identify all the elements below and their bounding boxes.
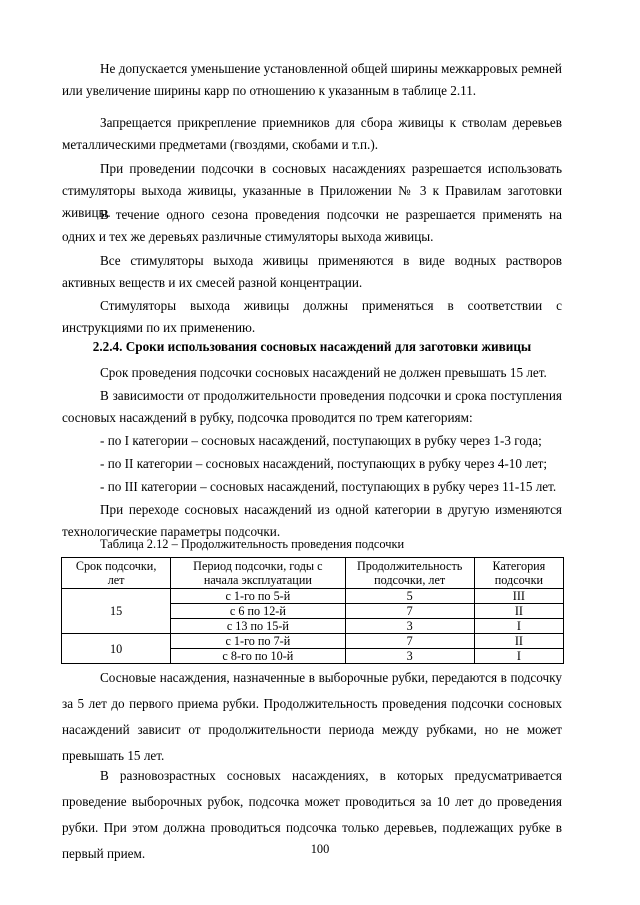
paragraph: В течение одного сезона проведения подсочки не разрешается применять на одних и тех же деревьях различные стимуляторы выхода живицы. <box>62 207 562 244</box>
paragraph: В разновозрастных сосновых насаждениях, в которых предусматривается проведение выборочных рубок, подсочка может проводиться за 10 лет до проведения рубки. При этом должна проводиться подсочка только деревьев, подлежащих рубке в первый прием. <box>62 768 562 861</box>
list-item: - по II категории – сосновых насаждений, поступающих в рубку через 4-10 лет; <box>100 456 548 471</box>
duration-cell: 7 <box>345 634 474 649</box>
duration-cell: 3 <box>345 649 474 664</box>
paragraph: В зависимости от продолжительности проведения подсочки и срока поступления сосновых насаждений в рубку, подсочка проводится по трем категориям: <box>62 388 562 425</box>
category-cell: III <box>474 589 563 604</box>
paragraph: Запрещается прикрепление приемников для сбора живицы к стволам деревьев металлическими предметами (гвоздями, скобами и т.п.). <box>62 115 562 152</box>
duration-cell: 7 <box>345 604 474 619</box>
column-header-period: Период подсочки, годы с начала эксплуатации <box>171 558 345 589</box>
list-item: - по III категории – сосновых насаждений, поступающих в рубку через 11-15 лет. <box>100 479 557 494</box>
list-item: - по I категории – сосновых насаждений, поступающих в рубку через 1-3 года; <box>100 433 542 448</box>
paragraph: При переходе сосновых насаждений из одной категории в другую изменяются технологические параметры подсочки. <box>62 502 562 539</box>
category-cell: I <box>474 649 563 664</box>
term-cell: 10 <box>62 634 171 664</box>
table-row <box>62 634 564 649</box>
paragraph: Все стимуляторы выхода живицы применяются в виде водных растворов активных веществ и их смесей разной концентрации. <box>62 253 562 290</box>
period-cell: с 8-го по 10-й <box>171 649 345 664</box>
paragraph: Срок проведения подсочки сосновых насаждений не должен превышать 15 лет. <box>100 365 547 380</box>
category-cell: II <box>474 604 563 619</box>
column-header-duration: Продолжительность подсочки, лет <box>345 558 474 589</box>
table-caption: Таблица 2.12 – Продолжительность проведения подсочки <box>100 537 405 551</box>
duration-cell: 3 <box>345 619 474 634</box>
term-cell: 15 <box>62 589 171 634</box>
period-cell: с 1-го по 5-й <box>171 589 345 604</box>
category-cell: II <box>474 634 563 649</box>
paragraph: Стимуляторы выхода живицы должны применяться в соответствии с инструкциями по их применению. <box>62 298 562 335</box>
paragraph: При проведении подсочки в сосновых насаждениях разрешается использовать стимуляторы выхода живицы, указанные в Приложении № 3 к Правилам заготовки живицы. <box>62 161 562 220</box>
period-cell: с 13 по 15-й <box>171 619 345 634</box>
category-cell: I <box>474 619 563 634</box>
paragraph: Не допускается уменьшение установленной общей ширины межкарровых ремней или увеличение ширины карр по отношению к указанным в таблице 2.11. <box>62 61 562 98</box>
paragraph: Сосновые насаждения, назначенные в выборочные рубки, передаются в подсочку за 5 лет до первого приема рубки. Продолжительность проведения подсочки сосновых насаждений зависит от продолжительности периода между рубками, но не может превышать 15 лет. <box>62 670 562 763</box>
page-number: 100 <box>310 842 330 856</box>
duration-table <box>61 557 564 664</box>
table-header-row <box>62 558 564 589</box>
column-header-category: Категория подсочки <box>474 558 563 589</box>
column-header-term: Срок подсочки, лет <box>62 558 171 589</box>
section-heading: 2.2.4. Сроки использования сосновых насаждений для заготовки живицы <box>92 339 532 354</box>
period-cell: с 1-го по 7-й <box>171 634 345 649</box>
duration-cell: 5 <box>345 589 474 604</box>
period-cell: с 6 по 12-й <box>171 604 345 619</box>
table-row <box>62 589 564 604</box>
